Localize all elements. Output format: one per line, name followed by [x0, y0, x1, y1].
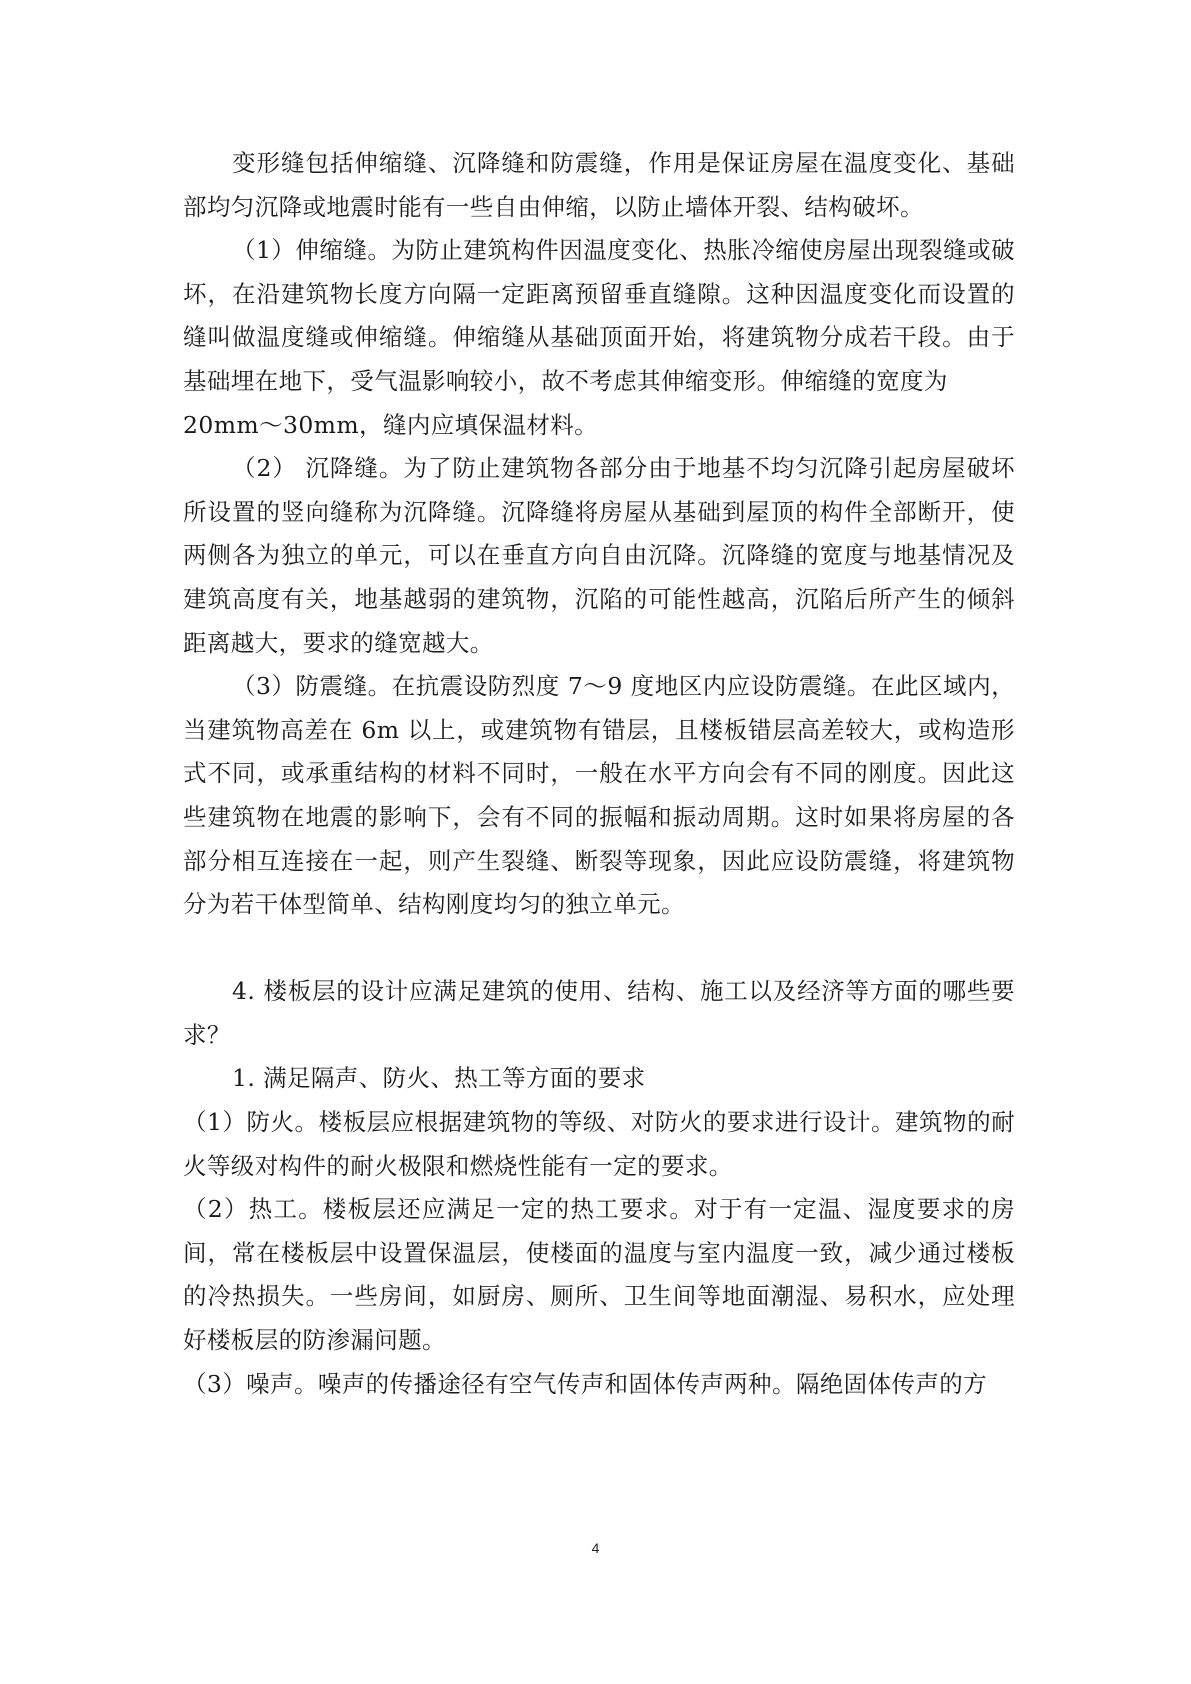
paragraph-seismic-joint: （3）防震缝。在抗震设防烈度 7～9 度地区内应设防震缝。在此区域内，当建筑物高差在 6m 以上，或建筑物有错层，且楼板错层高差较大，或构造形式不同，或承重结构的材料不同时，一般在水平方向会有不同的刚度。因此这些建筑物在地震的影响下，会有不同的振幅和振动周期。这时如果将房屋的各部分相互连接在一起，则产生裂缝、断裂等现象，因此应设防震缝，将建筑物分为若干体型简单、结构刚度均匀的独立单元。 — [183, 672, 1015, 919]
paragraph-deformation-joints-intro: 变形缝包括伸缩缝、沉降缝和防震缝，作用是保证房屋在温度变化、基础部均匀沉降或地震时能有一些自由伸缩，以防止墙体开裂、结构破坏。 — [183, 149, 1015, 221]
paragraph-fire-protection: （1）防火。楼板层应根据建筑物的等级、对防火的要求进行设计。建筑物的耐火等级对构件的耐火极限和燃烧性能有一定的要求。 — [183, 1108, 1015, 1180]
question-heading: 4. 楼板层的设计应满足建筑的使用、结构、施工以及经济等方面的哪些要求？ — [183, 977, 1015, 1049]
paragraph-expansion-joint-width: 20mm～30mm，缝内应填保温材料。 — [183, 410, 599, 439]
paragraph-thermal: （2）热工。楼板层还应满足一定的热工要求。对于有一定温、湿度要求的房间，常在楼板层中设置保温层，使楼面的温度与室内温度一致，减少通过楼板的冷热损失。一些房间，如厨房、厕所、卫生间等地面潮湿、易积水，应处理好楼板层的防渗漏问题。 — [183, 1195, 1015, 1355]
paragraph-noise: （3）噪声。噪声的传播途径有空气传声和固体传声两种。隔绝固体传声的方 — [183, 1369, 988, 1398]
section-heading-requirements: 1. 满足隔声、防火、热工等方面的要求 — [232, 1064, 646, 1093]
body-text — [183, 142, 1015, 1406]
paragraph-expansion-joint: （1）伸缩缝。为防止建筑构件因温度变化、热胀冷缩使房屋出现裂缝或破坏，在沿建筑物长度方向隔一定距离预留垂直缝隙。这种因温度变化而设置的缝叫做温度缝或伸缩缝。伸缩缝从基础顶面开始，将建筑物分成若干段。由于基础埋在地下，受气温影响较小，故不考虑其伸缩变形。伸缩缝的宽度为 — [183, 236, 1015, 395]
paragraph-gap — [183, 927, 1015, 971]
paragraph-settlement-joint: （2） 沉降缝。为了防止建筑物各部分由于地基不均匀沉降引起房屋破坏所设置的竖向缝称为沉降缝。沉降缝将房屋从基础到屋顶的构件全部断开，使两侧各为独立的单元，可以在垂直方向自由沉降。沉降缝的宽度与地基情况及建筑高度有关，地基越弱的建筑物，沉陷的可能性越高，沉陷后所产生的倾斜距离越大，要求的缝宽越大。 — [183, 454, 1015, 657]
page-number: 4 — [591, 1540, 600, 1556]
